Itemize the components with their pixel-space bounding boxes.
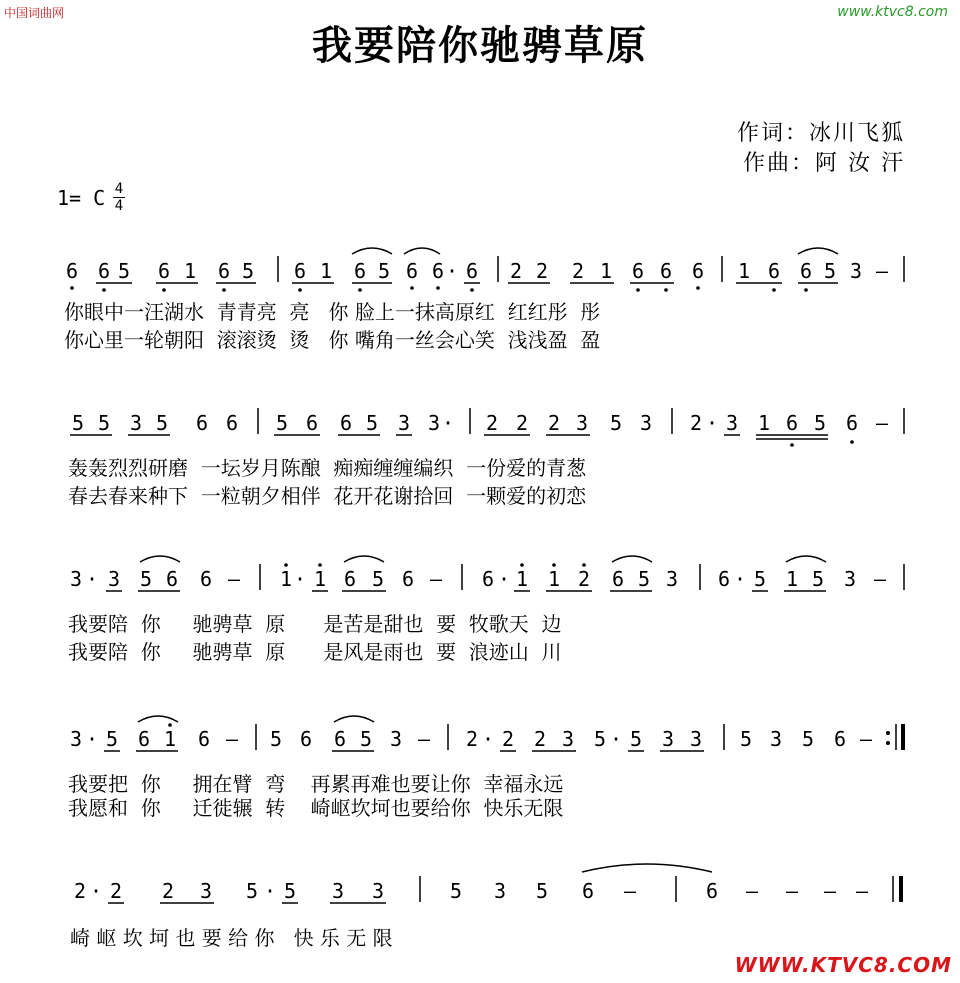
svg-text:3: 3	[689, 727, 703, 751]
svg-text:·: ·	[705, 411, 719, 435]
svg-text:·: ·	[293, 567, 307, 591]
svg-text:2: 2	[547, 411, 561, 435]
svg-text:5: 5	[117, 259, 131, 283]
svg-text:5: 5	[593, 727, 607, 751]
svg-text:·: ·	[263, 879, 277, 903]
lyrics-system-1-verse-1: 你眼中一汪湖水 青青亮 亮 你 脸上一抹高原红 红红彤 彤	[64, 300, 601, 324]
svg-text:·: ·	[481, 727, 495, 751]
svg-text:–: –	[745, 879, 759, 903]
lyrics-system-1-verse-2: 你心里一轮朝阳 滚滚烫 烫 你 嘴角一丝会心笑 浅浅盈 盈	[64, 328, 601, 352]
svg-text:1: 1	[319, 259, 333, 283]
svg-text:5: 5	[449, 879, 463, 903]
svg-text:·: ·	[441, 411, 455, 435]
svg-text:–: –	[429, 567, 443, 591]
composer-credit: 作曲：阿 汝 汗	[743, 151, 905, 176]
svg-text:–: –	[225, 727, 239, 751]
svg-text:6: 6	[293, 259, 307, 283]
svg-text:3: 3	[331, 879, 345, 903]
svg-text:5: 5	[535, 879, 549, 903]
svg-text:3: 3	[389, 727, 403, 751]
time-signature-bottom: 4	[114, 198, 124, 214]
svg-text:6: 6	[659, 259, 673, 283]
svg-text:3: 3	[561, 727, 575, 751]
svg-text:2: 2	[161, 879, 175, 903]
svg-text:6: 6	[481, 567, 495, 591]
svg-text:5: 5	[371, 567, 385, 591]
score-system-2	[70, 408, 904, 447]
svg-text:1: 1	[183, 259, 197, 283]
svg-text:3: 3	[69, 727, 83, 751]
score-system-3	[70, 556, 904, 591]
svg-text:3: 3	[129, 411, 143, 435]
svg-text:5: 5	[801, 727, 815, 751]
svg-text:1: 1	[515, 567, 529, 591]
site-watermark-top-left: 中国词曲网	[4, 6, 65, 20]
svg-text:1: 1	[599, 259, 613, 283]
svg-text:6: 6	[217, 259, 231, 283]
svg-text:–: –	[823, 879, 837, 903]
svg-text:6: 6	[833, 727, 847, 751]
svg-text:6: 6	[705, 879, 719, 903]
svg-text:–: –	[859, 727, 873, 751]
svg-text:2: 2	[509, 259, 523, 283]
svg-text:–: –	[417, 727, 431, 751]
svg-text:3: 3	[665, 567, 679, 591]
svg-text:5: 5	[105, 727, 119, 751]
svg-text:3: 3	[849, 259, 863, 283]
svg-text:6: 6	[845, 411, 859, 435]
svg-text:1: 1	[163, 727, 177, 751]
svg-text:2: 2	[501, 727, 515, 751]
svg-text:3: 3	[493, 879, 507, 903]
svg-text:·: ·	[445, 259, 459, 283]
svg-text:3: 3	[769, 727, 783, 751]
lyricist-credit: 作词：冰川飞狐	[736, 121, 905, 146]
svg-text:·: ·	[733, 567, 747, 591]
svg-text:3: 3	[69, 567, 83, 591]
svg-text:·: ·	[609, 727, 623, 751]
svg-text:3: 3	[371, 879, 385, 903]
svg-text:·: ·	[85, 567, 99, 591]
svg-text:6: 6	[717, 567, 731, 591]
svg-text:6: 6	[195, 411, 209, 435]
svg-text:3: 3	[575, 411, 589, 435]
lyrics-system-3-verse-2: 我要陪 你 驰骋草 原 是风是雨也 要 浪迹山 川	[68, 640, 562, 664]
svg-text:2: 2	[571, 259, 585, 283]
svg-text:3: 3	[639, 411, 653, 435]
svg-text:·: ·	[497, 567, 511, 591]
svg-text:–: –	[873, 567, 887, 591]
svg-text:2: 2	[577, 567, 591, 591]
svg-text:5: 5	[241, 259, 255, 283]
svg-text:6: 6	[157, 259, 171, 283]
svg-text:2: 2	[515, 411, 529, 435]
svg-text:5: 5	[139, 567, 153, 591]
svg-text:2: 2	[109, 879, 123, 903]
svg-text:6: 6	[199, 567, 213, 591]
lyrics-system-4-verse-2: 我愿和 你 迁徙辗 转 崎岖坎坷也要给你 快乐无限	[68, 796, 564, 820]
svg-text:5: 5	[813, 411, 827, 435]
svg-text:6: 6	[97, 259, 111, 283]
svg-text:1: 1	[279, 567, 293, 591]
svg-text:6: 6	[305, 411, 319, 435]
svg-text:1: 1	[737, 259, 751, 283]
lyrics-system-2-verse-2: 春去春来种下 一粒朝夕相伴 花开花谢拾回 一颗爱的初恋	[68, 484, 587, 508]
svg-text:6: 6	[65, 259, 79, 283]
svg-text:·: ·	[89, 879, 103, 903]
svg-text:6: 6	[225, 411, 239, 435]
svg-text:6: 6	[799, 259, 813, 283]
site-watermark-bottom-right: WWW.KTVC8.COM	[734, 953, 952, 977]
svg-text:3: 3	[725, 411, 739, 435]
svg-text:6: 6	[165, 567, 179, 591]
svg-text:1: 1	[313, 567, 327, 591]
svg-text:2: 2	[485, 411, 499, 435]
lyrics-system-3-verse-1: 我要陪 你 驰骋草 原 是苦是甜也 要 牧歌天 边	[68, 612, 562, 636]
svg-text:·: ·	[85, 727, 99, 751]
svg-text:5: 5	[245, 879, 259, 903]
svg-text:3: 3	[397, 411, 411, 435]
svg-text:–: –	[875, 411, 889, 435]
svg-text:5: 5	[275, 411, 289, 435]
svg-text:6: 6	[333, 727, 347, 751]
svg-text:5: 5	[377, 259, 391, 283]
svg-text:6: 6	[785, 411, 799, 435]
svg-text:1: 1	[757, 411, 771, 435]
svg-text:6: 6	[343, 567, 357, 591]
svg-text:3: 3	[661, 727, 675, 751]
svg-text:5: 5	[283, 879, 297, 903]
svg-text:5: 5	[811, 567, 825, 591]
svg-text:5: 5	[269, 727, 283, 751]
time-signature-top: 4	[114, 181, 124, 197]
svg-text:1: 1	[547, 567, 561, 591]
svg-text:5: 5	[365, 411, 379, 435]
svg-text:6: 6	[465, 259, 479, 283]
svg-text:3: 3	[107, 567, 121, 591]
svg-text:–: –	[855, 879, 869, 903]
svg-text:6: 6	[353, 259, 367, 283]
svg-text:6: 6	[581, 879, 595, 903]
svg-text:2: 2	[533, 727, 547, 751]
svg-text:2: 2	[73, 879, 87, 903]
score-system-5	[74, 864, 901, 903]
svg-text:6: 6	[339, 411, 353, 435]
svg-text:6: 6	[401, 567, 415, 591]
svg-text:6: 6	[197, 727, 211, 751]
svg-text:5: 5	[97, 411, 111, 435]
svg-text:–: –	[623, 879, 637, 903]
score-system-1	[66, 248, 904, 292]
svg-text:–: –	[227, 567, 241, 591]
svg-text:–: –	[785, 879, 799, 903]
site-watermark-top-right: www.ktvc8.com	[837, 4, 948, 20]
svg-text:3: 3	[427, 411, 441, 435]
svg-text:5: 5	[739, 727, 753, 751]
key-signature: 1= C	[57, 186, 106, 210]
svg-text:6: 6	[431, 259, 445, 283]
svg-text:5: 5	[753, 567, 767, 591]
lyrics-system-4-verse-1: 我要把 你 拥在臂 弯 再累再难也要让你 幸福永远	[68, 772, 564, 796]
lyrics-system-5-verse-1: 崎 岖 坎 坷 也 要 给 你 快 乐 无 限	[70, 926, 393, 950]
svg-text:6: 6	[691, 259, 705, 283]
score-system-4	[70, 716, 903, 751]
svg-text:5: 5	[155, 411, 169, 435]
svg-text:5: 5	[71, 411, 85, 435]
svg-text:2: 2	[465, 727, 479, 751]
svg-text:3: 3	[843, 567, 857, 591]
svg-text:6: 6	[299, 727, 313, 751]
svg-text:3: 3	[199, 879, 213, 903]
svg-text:5: 5	[637, 567, 651, 591]
svg-text:6: 6	[137, 727, 151, 751]
svg-text:6: 6	[405, 259, 419, 283]
svg-text:–: –	[875, 259, 889, 283]
svg-text:6: 6	[611, 567, 625, 591]
svg-text:5: 5	[629, 727, 643, 751]
svg-text:5: 5	[359, 727, 373, 751]
svg-text:2: 2	[535, 259, 549, 283]
svg-text:6: 6	[631, 259, 645, 283]
lyrics-system-2-verse-1: 轰轰烈烈研磨 一坛岁月陈酿 痴痴缠缠编织 一份爱的青葱	[68, 456, 587, 480]
svg-text:6: 6	[767, 259, 781, 283]
song-title: 我要陪你驰骋草原	[312, 23, 648, 69]
svg-text:5: 5	[609, 411, 623, 435]
svg-text:5: 5	[823, 259, 837, 283]
svg-text:1: 1	[785, 567, 799, 591]
svg-text:2: 2	[689, 411, 703, 435]
